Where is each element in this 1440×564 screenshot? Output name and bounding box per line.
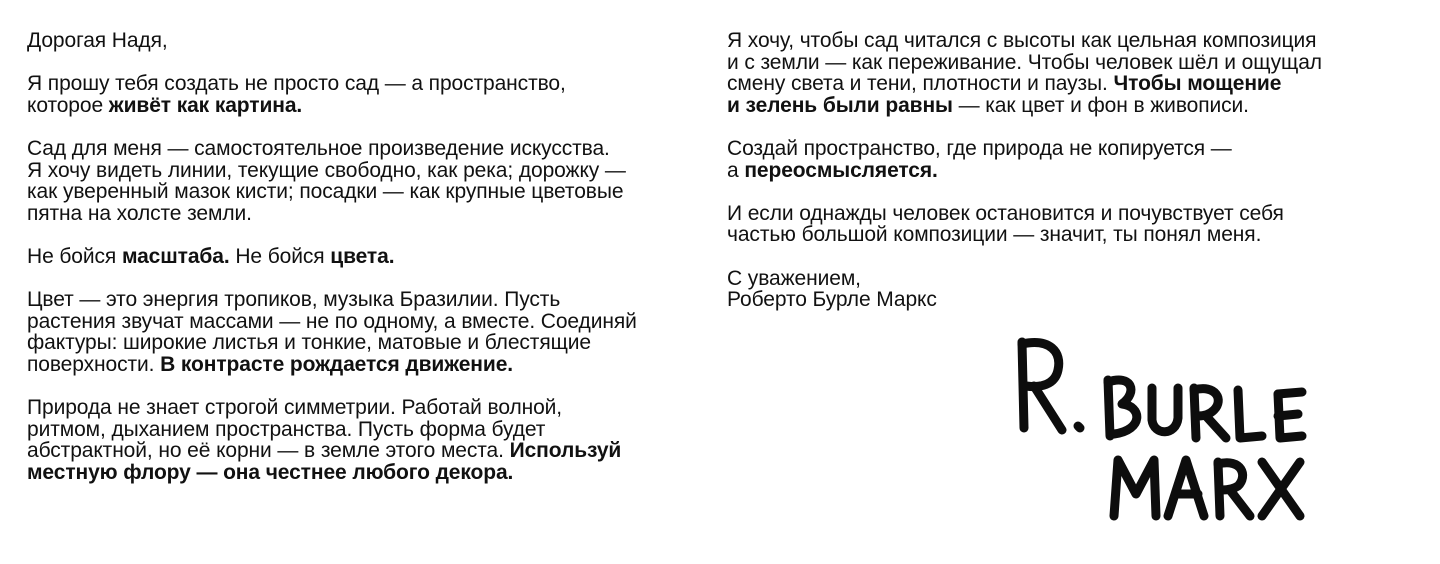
paragraph-nature-symmetry bbox=[27, 397, 707, 483]
paragraph-reimagine bbox=[727, 138, 1407, 181]
paragraph-text: И если однажды человек остановится и почувствует себя частью большой композиции — значит, ты понял меня. bbox=[727, 201, 1284, 247]
greeting: Дорогая Надя, bbox=[27, 29, 168, 52]
emphasis-text: цвета. bbox=[330, 244, 395, 268]
emphasis-text: В контрасте рождается движение. bbox=[160, 352, 514, 376]
emphasis-text: масштаба. bbox=[121, 244, 230, 268]
handwritten-signature bbox=[1010, 330, 1330, 530]
emphasis-text: живёт как картина. bbox=[108, 93, 303, 117]
paragraph-text: — как цвет и фон в живописи. bbox=[952, 93, 1249, 117]
paragraph-text: Цвет — это энергия тропиков, музыка Бразилии. Пусть растения звучат массами — не по одному, а вместе. Соединяй фактуры: широкие листья и тонкие, матовые и блестящие поверхности. bbox=[27, 288, 637, 376]
emphasis-text: переосмысляется. bbox=[744, 158, 938, 182]
paragraph-composition bbox=[727, 30, 1407, 116]
paragraph-text: Не бойся bbox=[229, 244, 331, 268]
emphasis-text: Используй местную флору — она честнее любого декора. bbox=[27, 439, 622, 484]
paragraph-garden-as-art bbox=[27, 138, 707, 224]
paragraph-text: Не бойся bbox=[27, 244, 122, 268]
paragraph-text: Создай пространство, где природа не копируется — а bbox=[727, 136, 1232, 182]
paragraph-text: Сад для меня — самостоятельное произведение искусства. Я хочу видеть линии, текущие свободно, как река; дорожку — как уверенный мазок кисти; посадки — как крупные цветовые пятна на холсте земли. bbox=[27, 136, 626, 225]
paragraph-scale-color bbox=[27, 246, 707, 268]
paragraph-text: Я прошу тебя создать не просто сад — а пространство, которое bbox=[27, 72, 566, 117]
emphasis-text: Чтобы мощение и зелень были равны bbox=[727, 72, 1282, 117]
paragraph-understanding bbox=[727, 203, 1407, 246]
letter-left-column bbox=[27, 30, 707, 505]
letter-right-column bbox=[727, 30, 1407, 332]
paragraph-color-energy bbox=[27, 289, 707, 375]
author-name: Роберто Бурле Маркс bbox=[727, 288, 937, 312]
closing: С уважением, bbox=[727, 266, 861, 290]
paragraph-text: Я хочу, чтобы сад читался с высоты как цельная композиция и с земли — как переживание. Чтобы человек шёл и ощущал смену света и тени, плотности и паузы. bbox=[727, 29, 1322, 96]
paragraph-request bbox=[27, 73, 707, 116]
closing-block bbox=[727, 268, 1407, 311]
paragraph-text: Природа не знает строгой симметрии. Работай волной, ритмом, дыханием пространства. Пусть форма будет абстрактной, но её корни — в земле этого места. bbox=[27, 396, 563, 463]
